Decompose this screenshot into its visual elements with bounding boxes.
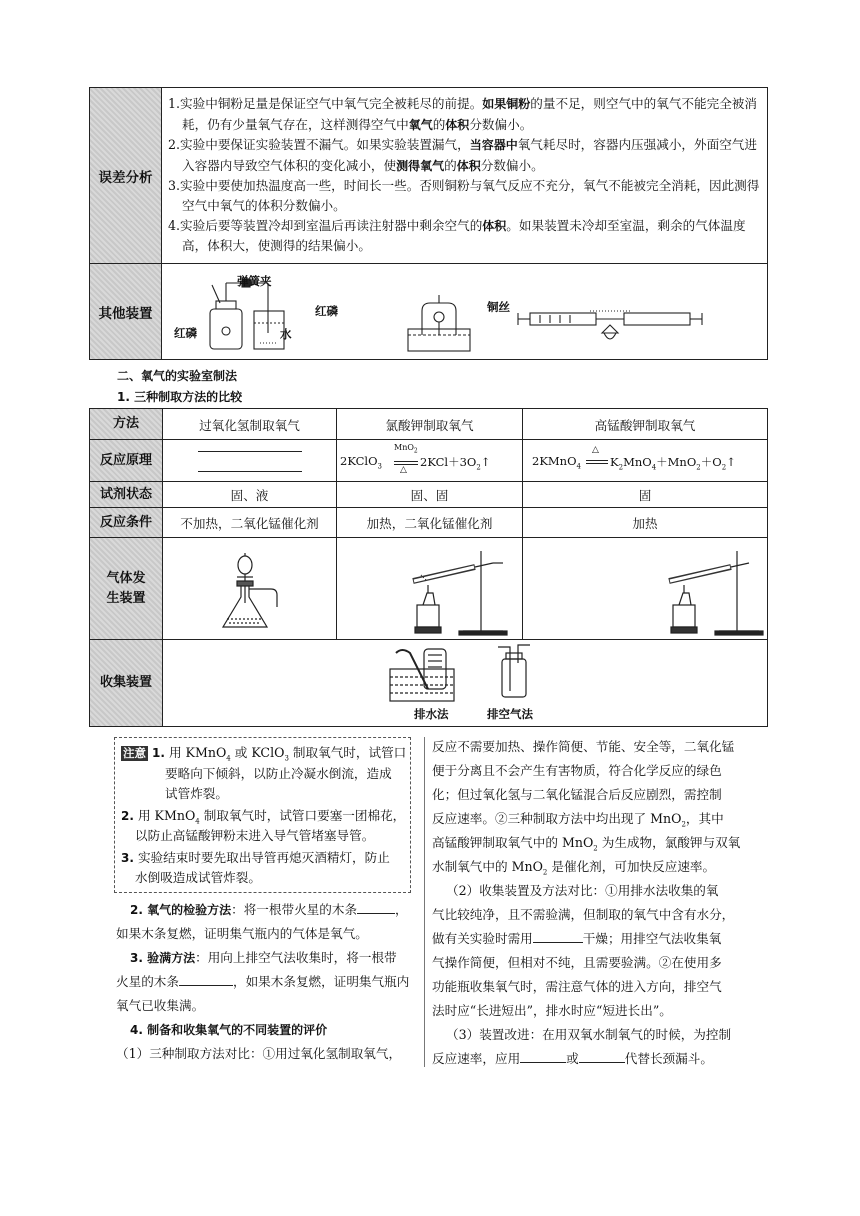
column-kmno4: 高锰酸钾制取氧气: [594, 417, 696, 433]
method-header: 方法: [90, 409, 162, 439]
note-item-line: 以防止高锰酸钾粉末进入导气管堵塞导管。: [135, 828, 375, 843]
right-text-line: 高锰酸钾制取氧气中的 MnO$_2$ 为生成物，氯酸钾与双氧: [432, 835, 741, 853]
evaluation-heading: 4. 制备和收集氧气的不同装置的评价: [130, 1023, 328, 1037]
answer-blank: [533, 928, 583, 943]
row-divider: [90, 439, 767, 440]
row-divider: [90, 639, 767, 640]
note-item-line: 试管炸裂。: [165, 786, 228, 801]
right-text-line: 反应速率。②三种制取方法中均出现了 MnO$_2$，其中: [432, 811, 724, 829]
answer-blank: [198, 451, 302, 452]
error-item: 2.实验中要保证实验装置不漏气。如果实验装置漏气，当容器中氧气耗尽时，容器内压强减小，外面空气进入容器内导致空气体积的变化减小，使测得氧气的体积分数偏小。: [168, 137, 757, 173]
full-check-paragraph-end: 氧气已收集满。: [116, 998, 205, 1013]
note-item: 注意 1. 用 KMnO$_4$ 或 KClO$_3$ 制取氧气时，试管口: [123, 745, 407, 763]
red-phosphorus-label: 红磷: [174, 326, 197, 340]
error-list: [168, 94, 764, 256]
condition-kmno4: 加热: [632, 516, 658, 531]
oxygen-methods-table: [89, 408, 768, 727]
collection-paragraph-line: 法时应“长进短出”，排水时应“短进长出”。: [432, 1003, 672, 1018]
condition-kclo3: 加热，二氧化锰催化剂: [366, 516, 493, 531]
condition-header: 反应条件: [90, 508, 162, 537]
comparison-paragraph: （1）三种制取方法对比：①用过氧化氢制取氧气，: [116, 1046, 402, 1061]
note-item: 2. 用 KMnO$_4$ 制取氧气时，试管口要塞一团棉花，: [121, 808, 406, 826]
error-item: 1.实验中铜粉足量是保证空气中氧气完全被耗尽的前提。如果铜粉的量不足，则空气中的氧气不能完全被消耗，仍有少量氧气存在，这样测得空气中氧气的体积分数偏小。: [168, 96, 757, 132]
air-displacement-label: 排空气法: [487, 707, 533, 721]
answer-blank: [520, 1048, 566, 1063]
collection-paragraph: （2）收集装置及方法对比：①用排水法收集的氧: [446, 883, 719, 898]
note-item: 3. 实验结束时要先取出导管再熄灭酒精灯，防止: [121, 850, 390, 865]
row-divider: [90, 263, 767, 264]
note-tag: 注意: [123, 746, 146, 760]
improvement-paragraph-line: 反应速率，应用 或 代替长颈漏斗。: [432, 1047, 713, 1071]
right-text-line: 反应不需要加热、操作简便、节能、安全等，二氧化锰: [432, 739, 735, 754]
column-kclo3: 氯酸钾制取氧气: [385, 417, 474, 433]
row-divider: [90, 537, 767, 538]
section-title: 二、氧气的实验室制法: [117, 369, 238, 383]
test-method-paragraph: 2. 氧气的检验方法：将一根带火星的木条 ，: [130, 898, 408, 922]
water-label: 水: [280, 327, 292, 341]
column-divider: [161, 88, 162, 359]
generation-apparatus-drawings: [163, 539, 767, 639]
kclo3-equation: 2KClO$_3$ MnO$_2$ △ $2KCl+3O_2↑$: [340, 443, 491, 475]
state-header: 试剂状态: [90, 482, 162, 507]
water-displacement-label: 排水法: [414, 707, 449, 721]
right-text-line: 便于分离且不会产生有害物质，符合化学反应的绿色: [432, 763, 722, 778]
collection-paragraph-line: 气比较纯净，且不需验满，但制取的氧气中含有水分，: [432, 907, 735, 922]
error-analysis-table: [89, 87, 768, 360]
spring-clip-label: 弹簧夹: [237, 274, 272, 288]
answer-blank: [357, 899, 395, 914]
kmno4-equation: 2KMnO$_4$ △ $K_2MnO_4+MnO_2+O_2↑$: [532, 445, 736, 472]
other-apparatus-header: 其他装置: [90, 264, 161, 359]
state-h2o2: 固、液: [230, 488, 269, 503]
red-phosphorus-label: 红磷: [315, 304, 338, 318]
error-item: 4.实验后要等装置冷却到室温后再读注射器中剩余空气的体积。如果装置未冷却至室温，剩余的气体温度高，体积大，使测得的结果偏小。: [168, 217, 746, 254]
full-check-paragraph: 3. 验满方法：用向上排空气法收集时，将一根带: [130, 950, 397, 965]
column-divider: [424, 737, 425, 1067]
error-analysis-header: 误差分析: [90, 88, 161, 263]
answer-blank: [198, 471, 302, 472]
full-check-paragraph-cont: 火星的木条 ，如果木条复燃，证明集气瓶内: [116, 970, 409, 994]
section-subtitle: 1. 三种制取方法的比较: [117, 390, 243, 404]
collect-header: 收集装置: [90, 640, 162, 726]
column-h2o2: 过氧化氢制取氧气: [199, 417, 300, 433]
right-text-line: 水制氧气中的 MnO$_2$ 是催化剂，可加快反应速率。: [432, 859, 716, 877]
copper-wire-label: 铜丝: [487, 300, 510, 314]
state-kmno4: 固: [638, 488, 652, 503]
improvement-paragraph: （3）装置改进：在用双氧水制氧气的时候，为控制: [446, 1027, 732, 1042]
principle-header: 反应原理: [90, 440, 162, 481]
error-item: 3.实验中要使加热温度高一些，时间长一些。否则铜粉与氧气反应不充分，氧气不能被完全消耗，因此测得空气中氧气的体积分数偏小。: [168, 178, 760, 213]
collection-paragraph-line: 功能瓶收集氧气时，需注意气体的进入方向，排空气: [432, 979, 722, 994]
note-item-line: 水倒吸造成试管炸裂。: [135, 870, 261, 885]
note-item-line: 要略向下倾斜，以防止冷凝水倒流，造成: [165, 766, 392, 781]
collection-paragraph-line: 做有关实验时需用 干燥；用排空气法收集氧: [432, 927, 721, 951]
test-method-paragraph-cont: 如果木条复燃，证明集气瓶内的气体是氧气。: [116, 926, 368, 941]
note-box: [114, 737, 411, 893]
answer-blank: [179, 971, 233, 986]
condition-h2o2: 不加热，二氧化锰催化剂: [180, 516, 319, 531]
collection-apparatus-drawings: [380, 645, 580, 705]
answer-blank: [579, 1048, 625, 1063]
apparatus-header: 气体发生装置: [90, 538, 162, 639]
right-text-line: 化；但过氧化氢与二氧化锰混合后反应剧烈，需控制: [432, 787, 722, 802]
collection-paragraph-line: 气操作简便，但相对不纯，且需要验满。②在使用多: [432, 955, 722, 970]
state-kclo3: 固、固: [410, 488, 449, 503]
